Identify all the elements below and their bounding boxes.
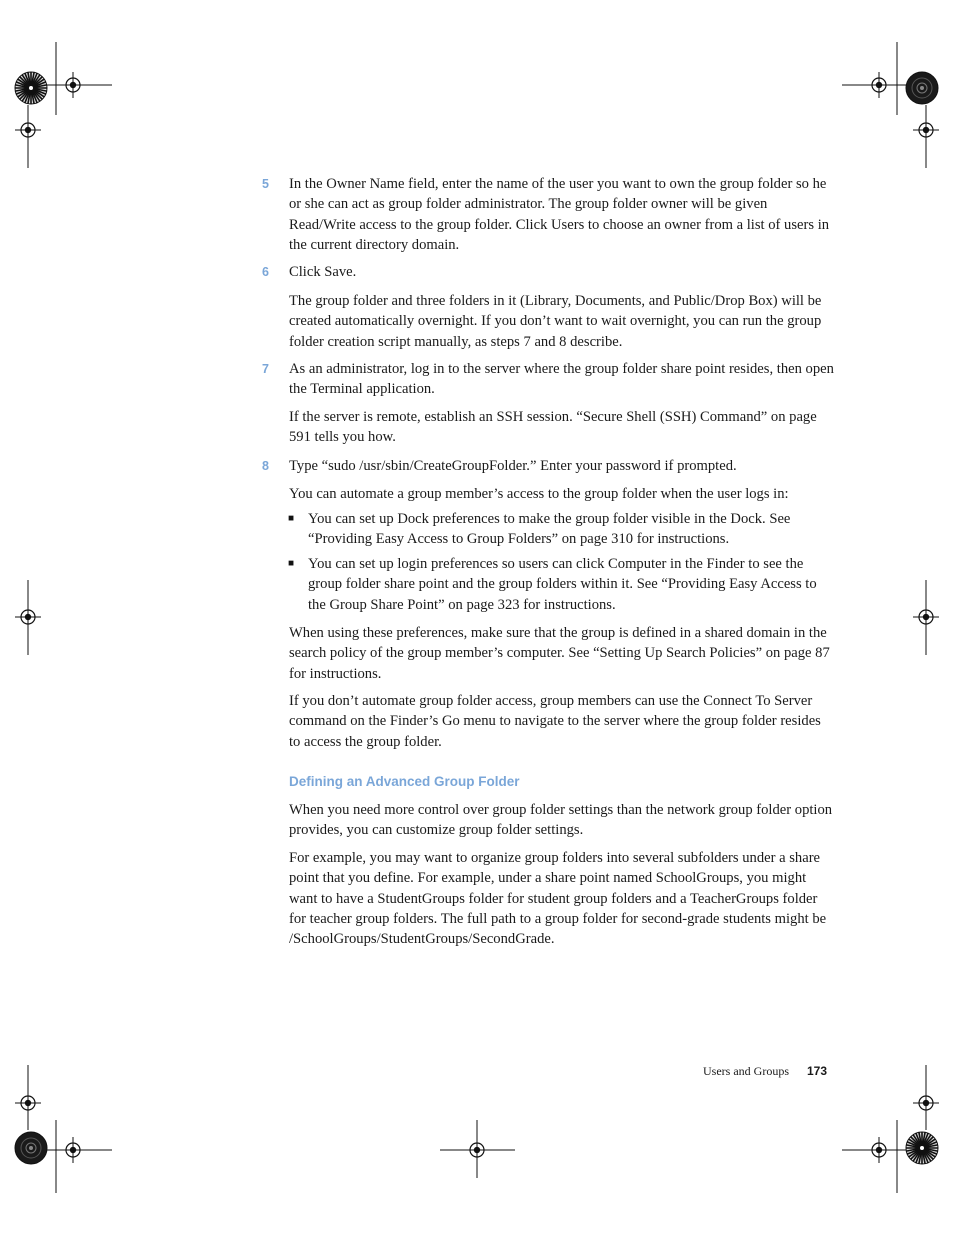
section-heading: Defining an Advanced Group Folder	[289, 774, 520, 789]
page-number: 173	[807, 1064, 828, 1078]
starburst-target-icon	[15, 72, 47, 104]
step-text: Click Save.	[289, 264, 357, 280]
color-target-icon	[906, 72, 938, 104]
step-6	[262, 262, 834, 282]
bullet-item	[288, 554, 834, 615]
paragraph-preferences-note: When using these preferences, make sure that the group is defined in a shared domain in the search policy of the group member’s computer. See “Setting Up Search Policies” on page 87 for instructions.	[289, 625, 830, 682]
registration-mark-icon	[60, 1137, 86, 1163]
registration-mark-icon	[464, 1137, 490, 1163]
paragraph-advanced-example: For example, you may want to organize group folders into several subfolders under a share point that you define. For example, under a share point named SchoolGroups, you might want to have a StudentGroups folder for student group folders and a TeacherGroups folder for teacher group folders. The full path to a group folder for second-grade students might be /SchoolGroups/StudentGroups/SecondGrade.	[289, 850, 827, 948]
step-text: In the Owner Name field, enter the name of the user you want to own the group folder so he or she can act as group folder administrator. The group folder owner will be given Read/Write access to the group folder. Click Users to choose an owner from a list of users in the current directory domain.	[289, 176, 830, 253]
step-5	[262, 174, 834, 255]
registration-mark-icon	[15, 117, 41, 143]
step-text: As an administrator, log in to the server where the group folder share point resides, then open the Terminal application.	[289, 361, 834, 398]
paragraph-after-step-7: If the server is remote, establish an SSH session. “Secure Shell (SSH) Command” on page 591 tells you how.	[289, 409, 817, 446]
registration-mark-icon	[913, 1090, 939, 1116]
registration-mark-icon	[866, 72, 892, 98]
color-target-icon	[15, 1132, 47, 1164]
paragraph-no-automation: If you don’t automate group folder access, group members can use the Connect To Server command on the Finder’s Go menu to navigate to the server where the group folder resides to access the group folder.	[289, 693, 821, 750]
paragraph-after-step-8: You can automate a group member’s access to the group folder when the user logs in:	[289, 486, 789, 502]
registration-mark-icon	[15, 1090, 41, 1116]
bullet-icon: ■	[288, 513, 295, 524]
registration-mark-icon	[15, 604, 41, 630]
step-number: 8	[262, 459, 269, 473]
step-8	[262, 456, 834, 476]
step-number: 5	[262, 177, 269, 191]
registration-mark-icon	[913, 117, 939, 143]
registration-mark-icon	[60, 72, 86, 98]
paragraph-advanced-intro: When you need more control over group folder settings than the network group folder option provides, you can customize group folder settings.	[289, 802, 833, 839]
starburst-target-icon	[906, 1132, 938, 1164]
bullet-item	[288, 509, 834, 550]
step-number: 6	[262, 265, 269, 279]
registration-mark-icon	[913, 604, 939, 630]
bullet-icon: ■	[288, 558, 295, 569]
step-7	[262, 359, 834, 400]
bullet-text: You can set up Dock preferences to make the group folder visible in the Dock. See “Providing Easy Access to Group Folders” on page 310 for instructions.	[308, 511, 791, 548]
paragraph-after-step-6: The group folder and three folders in it (Library, Documents, and Public/Drop Box) will be created automatically overnight. If you don’t want to wait overnight, you can run the group folder creation script manually, as steps 7 and 8 describe.	[289, 293, 822, 350]
step-text: Type “sudo /usr/sbin/CreateGroupFolder.” Enter your password if prompted.	[289, 458, 737, 474]
step-number: 7	[262, 362, 269, 376]
registration-mark-icon	[866, 1137, 892, 1163]
bullet-text: You can set up login preferences so users can click Computer in the Finder to see the group folder share point and the group folders within it. See “Providing Easy Access to the Group Share Point” on page 323 for instructions.	[308, 556, 817, 613]
footer-section-title: Users and Groups	[703, 1064, 789, 1078]
